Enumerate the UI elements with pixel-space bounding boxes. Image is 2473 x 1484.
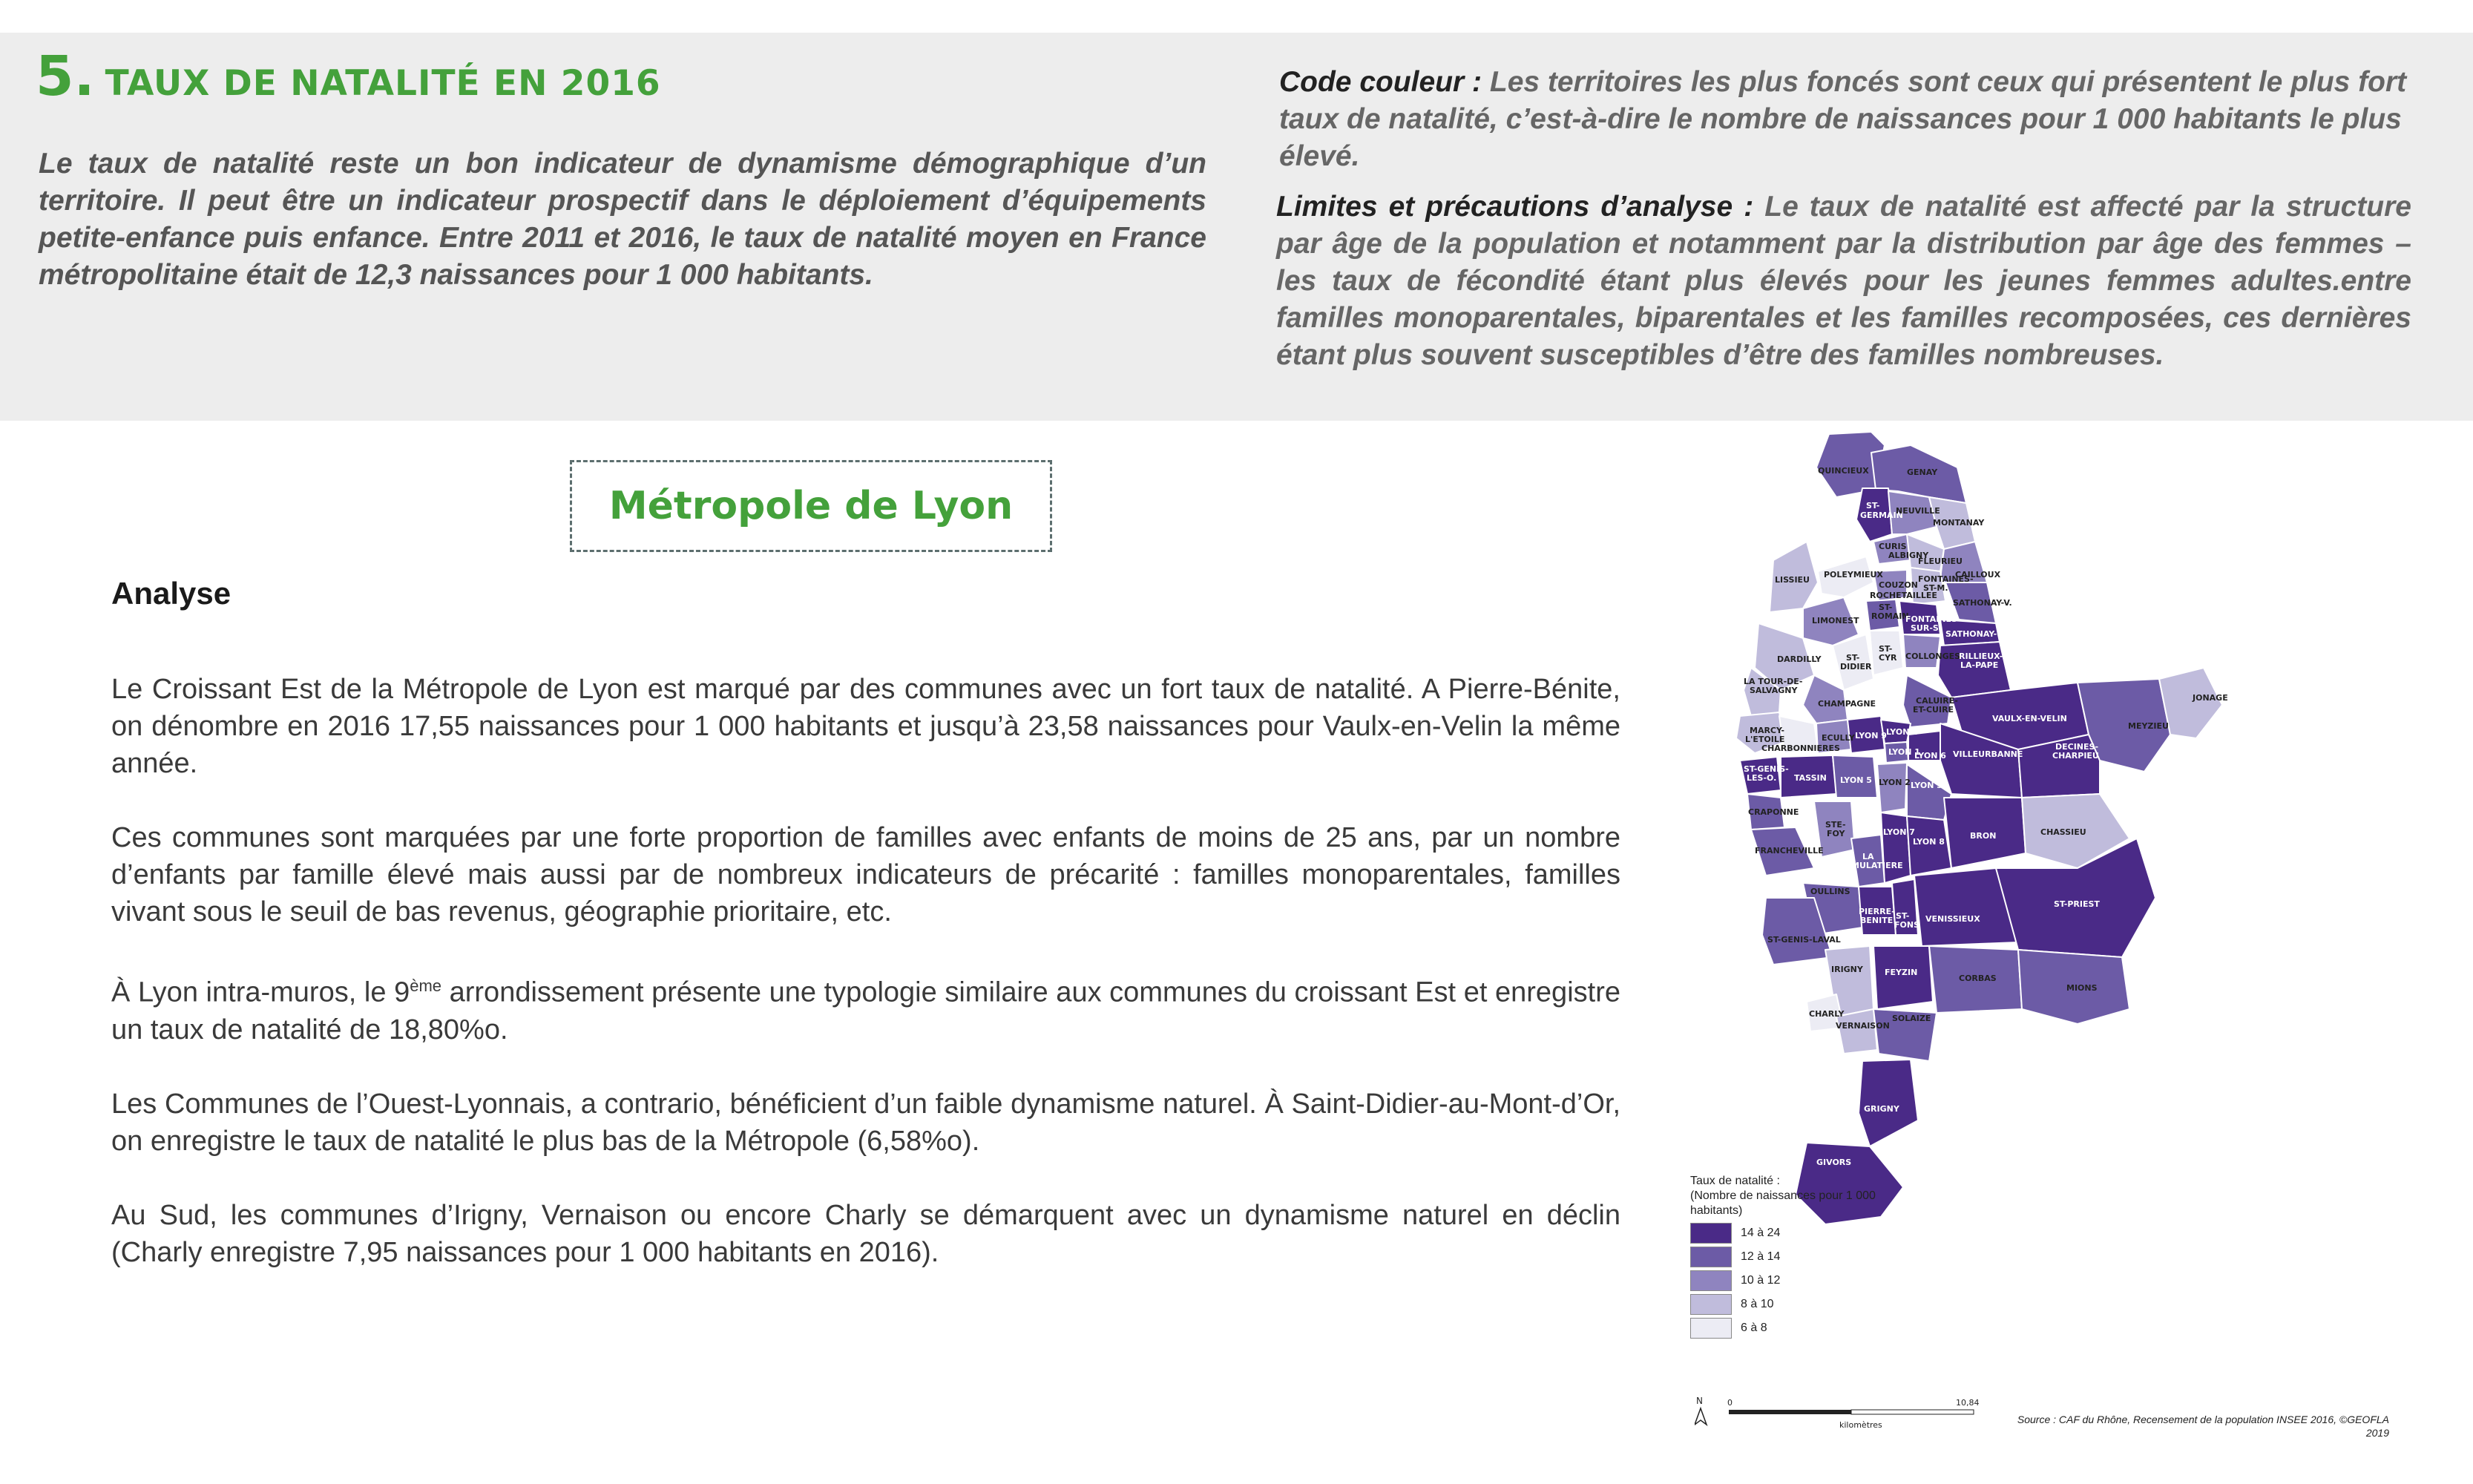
commune-lyon-2 — [1877, 763, 1907, 812]
north-arrow-icon — [1695, 1408, 1707, 1425]
label-lissieu: LISSIEU — [1775, 575, 1810, 585]
label-grigny: GRIGNY — [1864, 1104, 1899, 1114]
label-corbas: CORBAS — [1959, 974, 1997, 983]
legend-item — [1690, 1316, 1913, 1340]
label-fontaines-st-2: ST-M. — [1923, 583, 1948, 593]
label-ecully: ECULLY — [1822, 733, 1855, 743]
label-francheville: FRANCHEVILLE — [1755, 846, 1824, 856]
analysis-paragraph-3 — [111, 968, 1620, 1048]
label-villeurbanne: VILLEURBANNE — [1953, 749, 2023, 759]
label-jonage: JONAGE — [2193, 693, 2228, 703]
analysis-heading: Analyse — [111, 576, 231, 611]
analysis-paragraph-2: Ces communes sont marquées par une forte proportion de familles avec enfants de moins de 25 ans, par un nombre d’enfants par famille élevé mais aussi par de nombreux indicateurs de précarité : familles monoparentales, familles vivant sous le seuil de bas revenus, géographie prioritaire, etc. — [111, 822, 1620, 928]
label-curis: CURIS — [1879, 542, 1907, 551]
label-dardilly: DARDILLY — [1777, 654, 1822, 664]
label-lyon9: LYON 9 — [1855, 731, 1887, 741]
label-quincieux: QUINCIEUX — [1818, 466, 1869, 476]
color-code-note — [1279, 64, 2411, 175]
label-st-romain: ST- — [1879, 603, 1893, 612]
label-irigny: IRIGNY — [1831, 965, 1863, 974]
map-legend — [1690, 1174, 1913, 1340]
label-rillieux-2: LA-PAPE — [1960, 660, 1999, 670]
label-albigny: ALBIGNY — [1888, 551, 1929, 560]
metropole-title: Métropole de Lyon — [608, 484, 1014, 528]
label-la-mulatiere: LA — [1862, 852, 1874, 861]
legend-swatch — [1690, 1270, 1732, 1291]
analysis-paragraph-1: Le Croissant Est de la Métropole de Lyon est marqué par des communes avec un fort taux de natalité. A Pierre-Bénite, on dénombre en 2016 17,55 naissances pour 1 000 habitants et jusqu’à 23,58 naissances pour Vaulx-en-Velin la même année. — [111, 674, 1620, 779]
label-genay: GENAY — [1907, 467, 1938, 477]
label-st-cyr-2: CYR — [1879, 653, 1897, 663]
label-charbonnieres: CHARBONNIERES — [1761, 743, 1840, 753]
legend-item — [1690, 1293, 1913, 1316]
label-fontaines-sur-2: SUR-S. — [1911, 623, 1942, 633]
color-code-label: Code couleur : — [1279, 66, 1482, 98]
legend-subtitle: (Nombre de naissances pour 1 000 habitants) — [1690, 1189, 1876, 1217]
label-feyzin: FEYZIN — [1885, 968, 1918, 977]
label-solaize: SOLAIZE — [1892, 1014, 1931, 1023]
p3-part-b: arrondissement présente une typologie similaire aux communes du croissant Est et enregistre un taux de natalité de 18,80%o. — [111, 976, 1620, 1045]
label-oullins: OULLINS — [1810, 887, 1850, 896]
label-lyon2: LYON 2 — [1879, 778, 1911, 787]
commune-lyon-7 — [1881, 812, 1911, 883]
scale-segment-white — [1851, 1410, 1974, 1414]
legend-label: 6 à 8 — [1741, 1322, 1767, 1334]
label-marcy-2: L'ETOILE — [1745, 735, 1785, 744]
intro-text: Le taux de natalité reste un bon indicateur de dynamisme démographique d’un territoire. Il peut être un indicateur prospectif dans le déploiement d’équipements petite-enfance puis enfance. Entre 2011 et 2016, le taux de natalité moyen en France métropolitaine était de 12,3 naissances pour 1 000 habitants. — [39, 148, 1206, 291]
label-rillieux: RILLIEUX- — [1959, 651, 2003, 661]
legend-swatch — [1690, 1318, 1732, 1339]
label-tour-salvagny-2: SALVAGNY — [1750, 686, 1798, 695]
label-lyon8: LYON 8 — [1913, 837, 1945, 847]
commune-grigny — [1859, 1060, 1918, 1146]
label-lyon5: LYON 5 — [1840, 775, 1872, 785]
commune-feyzin — [1873, 946, 1933, 1009]
label-st-didier-2: DIDIER — [1840, 662, 1872, 672]
north-label: N — [1696, 1396, 1703, 1406]
label-st-romain-2: ROMAIN — [1871, 611, 1909, 621]
label-fleurieu: FLEURIEU — [1918, 556, 1963, 566]
legend-label: 10 à 12 — [1741, 1274, 1781, 1287]
label-tour-salvagny: LA TOUR-DE- — [1744, 677, 1803, 686]
label-fontaines-sur: FONTAINES- — [1905, 614, 1961, 624]
legend-label: 12 à 14 — [1741, 1250, 1781, 1263]
legend-item — [1690, 1245, 1913, 1269]
scale-end: 10,84 — [1956, 1398, 1980, 1408]
label-decines: DECINES- — [2055, 742, 2099, 752]
label-lyon1: LYON 1 — [1888, 747, 1920, 757]
limits-note — [1276, 188, 2411, 374]
label-venissieux: VENISSIEUX — [1925, 914, 1980, 924]
label-fontaines-st: FONTAINES- — [1918, 574, 1974, 584]
label-st-genis-c: ST-GENIS- — [1744, 764, 1789, 774]
label-la-mulatiere-2: MULATIERE — [1851, 861, 1903, 870]
label-pierre-benite: PIERRE- — [1859, 907, 1895, 916]
label-charly: CHARLY — [1809, 1009, 1845, 1019]
label-caluire: CALUIRE- — [1916, 696, 1958, 706]
map-source: Source : CAF du Rhône, Recensement de la population INSEE 2016, ©GEOFLA 2019 — [2017, 1414, 2389, 1439]
p3-part-a: À Lyon intra-muros, le 9 — [111, 976, 410, 1008]
label-vaulx: VAULX-EN-VELIN — [1992, 714, 2067, 723]
legend-swatch — [1690, 1294, 1732, 1315]
label-chassieu: CHASSIEU — [2040, 827, 2086, 837]
label-meyzieu: MEYZIEU — [2128, 721, 2169, 731]
label-marcy: MARCY- — [1750, 726, 1784, 735]
limits-text: Le taux de natalité est affecté par la structure par âge de la population et notamment par la distribution par âge des femmes – les taux de fécondité étant plus élevés pour les jeunes femmes adultes.entre familles monoparentales, biparentales et les familles recomposées, ces dernières étant plus souvent susceptibles d’être des familles nombreuses. — [1276, 191, 2411, 371]
metropole-title-box — [570, 460, 1052, 552]
label-st-fons: ST- — [1896, 911, 1910, 921]
analysis-paragraph-4: Les Communes de l’Ouest-Lyonnais, a contrario, bénéficient d’un faible dynamisme naturel. À Saint-Didier-au-Mont-d’Or, on enregistre le taux de natalité le plus bas de la Métropole (6,58%o). — [111, 1088, 1620, 1157]
label-rochetaillee: ROCHETAILLEE — [1870, 591, 1937, 600]
label-montanay: MONTANAY — [1933, 518, 1985, 528]
label-ste-foy-2: FOY — [1827, 829, 1845, 838]
label-sathonay-v: SATHONAY-V. — [1953, 598, 2012, 608]
label-st-genis-laval: ST-GENIS-LAVAL — [1767, 935, 1841, 945]
scale-unit: kilomètres — [1839, 1420, 1882, 1430]
label-caluire-2: ET-CUIRE — [1913, 705, 1954, 715]
label-lyon7: LYON 7 — [1883, 827, 1915, 837]
legend-title: Taux de natalité : — [1690, 1175, 1780, 1187]
label-champagne: CHAMPAGNE — [1818, 699, 1876, 709]
label-givors: GIVORS — [1816, 1158, 1852, 1167]
label-st-germain-2: GERMAIN — [1860, 510, 1903, 520]
section-number: 5. — [36, 45, 95, 108]
legend-label: 8 à 10 — [1741, 1298, 1774, 1310]
label-st-didier: ST- — [1846, 653, 1860, 663]
analysis-text — [111, 671, 1620, 1308]
legend-item — [1690, 1269, 1913, 1293]
legend-swatch — [1690, 1223, 1732, 1244]
label-couzon: COUZON — [1879, 580, 1918, 590]
label-neuville: NEUVILLE — [1896, 506, 1940, 516]
p3-superscript: ème — [410, 976, 441, 995]
label-vernaison: VERNAISON — [1836, 1021, 1890, 1031]
label-limonest: LIMONEST — [1812, 616, 1859, 626]
label-st-fons-2: FONS — [1894, 920, 1919, 930]
label-pierre-benite-2: BENITE — [1860, 916, 1894, 925]
label-lyon4: LYON 4 — [1886, 727, 1918, 737]
label-craponne: CRAPONNE — [1748, 807, 1799, 817]
label-mions: MIONS — [2066, 983, 2098, 993]
label-st-priest: ST-PRIEST — [2054, 899, 2100, 909]
scale-segment-black — [1729, 1410, 1851, 1414]
label-ste-foy: STE- — [1825, 820, 1846, 830]
legend-item — [1690, 1221, 1913, 1245]
label-decines-2: CHARPIEU — [2052, 751, 2099, 761]
label-poleymieux: POLEYMIEUX — [1824, 570, 1883, 580]
label-bron: BRON — [1970, 831, 1997, 841]
scale-bar — [1695, 1395, 1991, 1439]
label-cailloux: CAILLOUX — [1955, 570, 2001, 580]
label-st-genis-c-2: LES-O. — [1747, 773, 1777, 783]
label-st-germain: ST- — [1866, 501, 1880, 510]
label-sathonay-camp: SATHONAY-CAMP — [1945, 629, 2023, 639]
label-lyon3: LYON 3 — [1911, 781, 1942, 790]
color-code-text: Les territoires les plus foncés sont ceux qui présentent le plus fort taux de natalité, c’est-à-dire le nombre de naissances pour 1 000 habitants le plus élevé. — [1279, 66, 2407, 172]
analysis-paragraph-5: Au Sud, les communes d’Irigny, Vernaison ou encore Charly se démarquent avec un dynamisme naturel en déclin (Charly enregistre 7,95 naissances pour 1 000 habitants en 2016). — [111, 1199, 1620, 1268]
legend-swatch — [1690, 1247, 1732, 1267]
label-st-cyr: ST- — [1879, 644, 1893, 654]
scale-start: 0 — [1727, 1398, 1733, 1408]
legend-label: 14 à 24 — [1741, 1227, 1781, 1239]
limits-label: Limites et précautions d’analyse : — [1276, 191, 1754, 223]
label-lyon6: LYON 6 — [1914, 751, 1946, 761]
label-tassin: TASSIN — [1794, 773, 1827, 783]
label-collonges: COLLONGES — [1905, 651, 1961, 661]
section-heading: TAUX DE NATALITÉ EN 2016 — [105, 63, 661, 104]
section-title — [36, 45, 661, 108]
